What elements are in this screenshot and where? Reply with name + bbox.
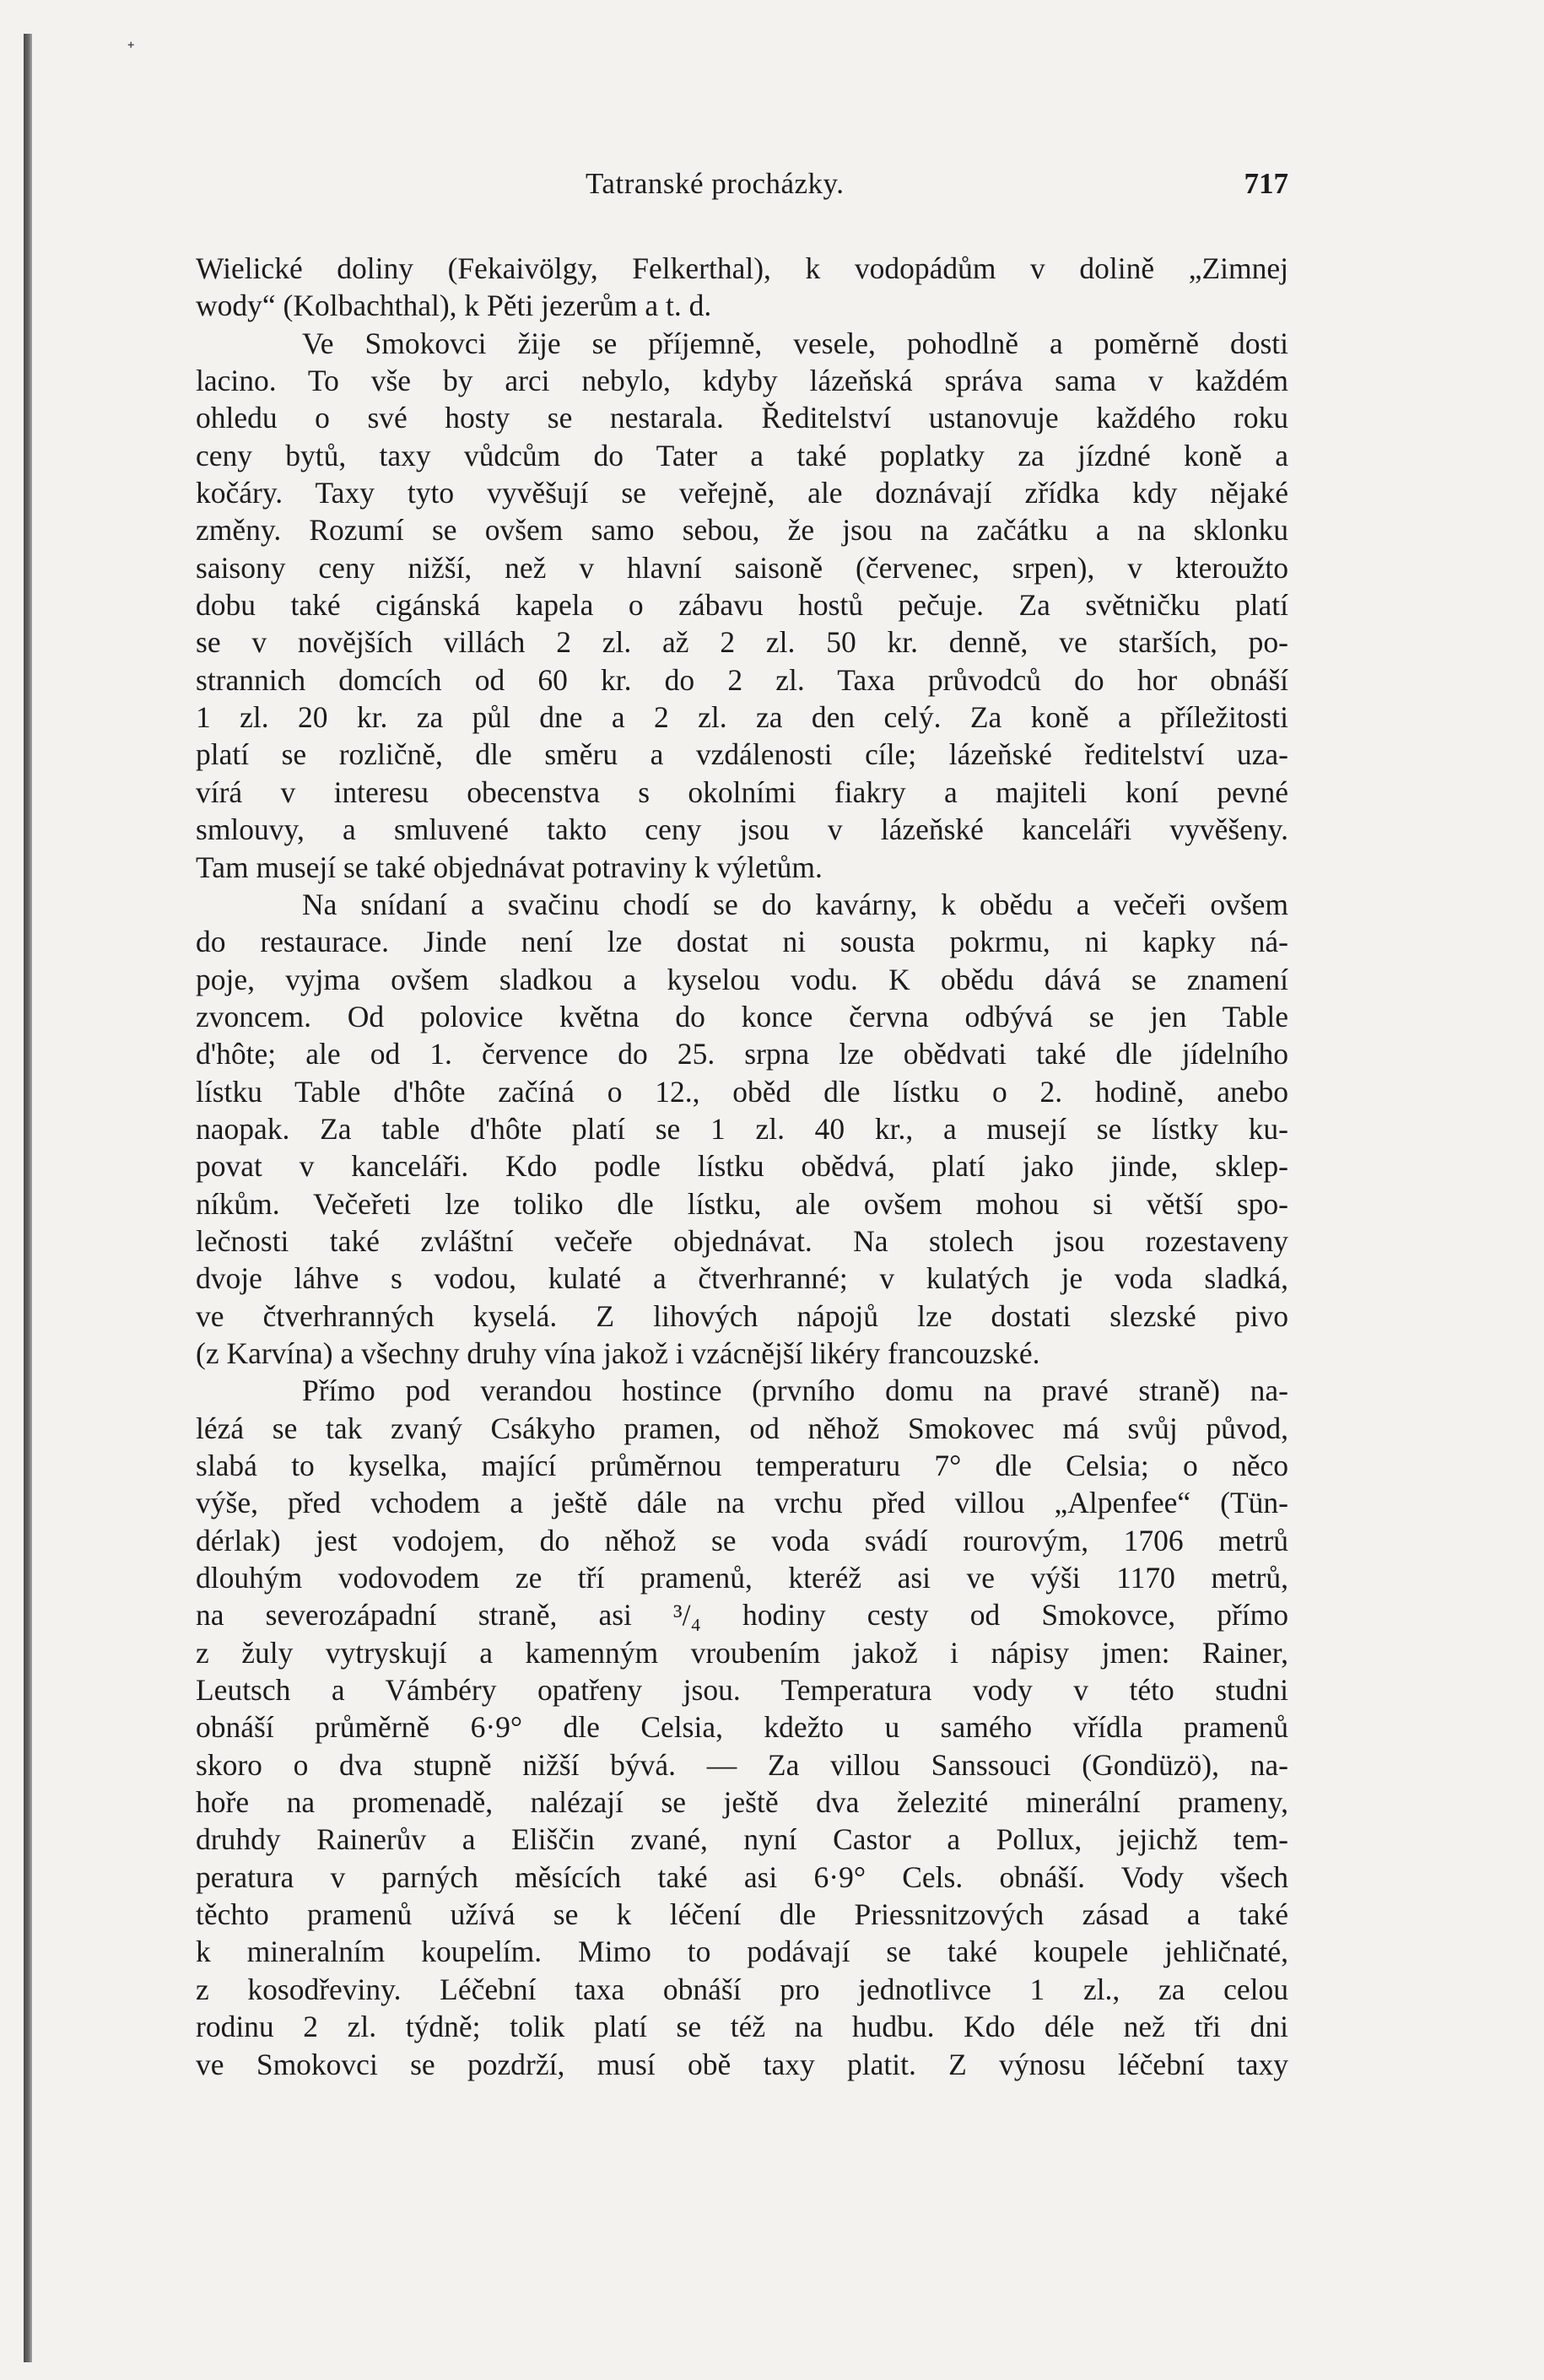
text-line: Wielické doliny (Fekaivölgy, Felkerthal), k vodopádům v dolině „Zimnej — [196, 251, 1288, 285]
text-line: strannich domcích od 60 kr. do 2 zl. Taxa průvodců do hor obnáší — [196, 662, 1288, 697]
text-line: platí se rozličně, dle směru a vzdálenosti cíle; lázeňské ředitelství uza- — [196, 737, 1288, 772]
text-line: z kosodřeviny. Léčební taxa obnáší pro jednotlivce 1 zl., za celou — [196, 1972, 1288, 2006]
text-line: hoře na promenadě, nalézají se ještě dva železité minerální prameny, — [196, 1785, 1288, 1820]
text-line: poje, vyjma ovšem sladkou a kyselou vodu. K obědu dává se znamení — [196, 962, 1288, 996]
book-binding-shadow — [24, 34, 32, 2362]
text-line: slabá to kyselka, mající průměrnou temperaturu 7° dle Celsia; o něco — [196, 1449, 1288, 1482]
body-text — [196, 250, 1288, 2083]
text-line: lečnosti také zvláštní večeře objednávat. Na stolech jsou rozestaveny — [196, 1223, 1288, 1258]
text-line: lacino. To vše by arci nebylo, kdyby lázeňská správa sama v každém — [196, 364, 1288, 398]
text-line: ve čtverhranných kyselá. Z lihových nápojů lze dostati slezské pivo — [196, 1298, 1288, 1333]
text-line: (z Karvína) a všechny druhy vína jakož i vzácnější likéry francouzské. — [196, 1336, 1040, 1370]
text-line: lézá se tak zvaný Csákyho pramen, od něhož Smokovec má svůj původ, — [196, 1411, 1288, 1445]
text-line: peratura v parných měsících také asi 6·9° Cels. obnáší. Vody všech — [196, 1859, 1288, 1894]
margin-mark: ᐩ — [127, 37, 136, 62]
text-line: do restaurace. Jinde není lze dostat ni sousta pokrmu, ni kapky ná- — [196, 925, 1288, 959]
text-line: se v novějších villách 2 zl. až 2 zl. 50 kr. denně, ve starších, po- — [196, 625, 1288, 660]
text-line: dlouhým vodovodem ze tří pramenů, kteréž asi ve výši 1170 metrů, — [196, 1561, 1288, 1595]
text-line: druhdy Rainerův a Eliščin zvané, nyní Castor a Pollux, jejichž tem- — [196, 1822, 1288, 1857]
text-line: kočáry. Taxy tyto vyvěšují se veřejně, ale doznávají zřídka kdy nějaké — [196, 476, 1288, 510]
text-line: d'hôte; ale od 1. července do 25. srpna lze obědvati také dle jídelního — [196, 1037, 1288, 1071]
text-line: Přímo pod verandou hostince (prvního domu na pravé straně) na- — [302, 1373, 1288, 1408]
text-line: dvoje láhve s vodou, kulaté a čtverhranné; v kulatých je voda sladká, — [196, 1261, 1288, 1296]
text-line: na severozápadní straně, asi ³/₄ hodiny cesty od Smokovce, přímo — [196, 1598, 1288, 1633]
text-line: skoro o dva stupně nižší bývá. — Za villou Sanssouci (Gondüzö), na- — [196, 1747, 1288, 1782]
running-title: Tatranské procházky. — [586, 167, 845, 200]
page-header — [196, 167, 1288, 211]
page-number: 717 — [1244, 167, 1288, 200]
text-line: těchto pramenů užívá se k léčení dle Priessnitzových zásad a také — [196, 1897, 1288, 1932]
text-line: vírá v interesu obecenstva s okolními fiakry a majiteli koní pevné — [196, 774, 1288, 809]
text-line: výše, před vchodem a ještě dále na vrchu před villou „Alpenfee“ (Tün- — [196, 1486, 1288, 1520]
text-line: lístku Table d'hôte začíná o 12., oběd dle lístku o 2. hodině, anebo — [196, 1074, 1288, 1109]
text-line: saisony ceny nižší, než v hlavní saisoně (červenec, srpen), v kteroužto — [196, 550, 1288, 585]
text-line: 1 zl. 20 kr. za půl dne a 2 zl. za den celý. Za koně a příležitosti — [196, 700, 1288, 735]
text-line: níkům. Večeřeti lze toliko dle lístku, ale ovšem mohou si větší spo- — [196, 1186, 1288, 1221]
text-line: obnáší průměrně 6·9° dle Celsia, kdežto u samého vřídla pramenů — [196, 1710, 1288, 1745]
text-line: naopak. Za table d'hôte platí se 1 zl. 40 kr., a musejí se lístky ku- — [196, 1111, 1288, 1146]
text-line: dérlak) jest vodojem, do něhož se voda svádí rourovým, 1706 metrů — [196, 1523, 1288, 1557]
text-line: ceny bytů, taxy vůdcům do Tater a také poplatky za jízdné koně a — [196, 438, 1288, 472]
text-line: Ve Smokovci žije se příjemně, vesele, pohodlně a poměrně dosti — [302, 326, 1288, 360]
text-line: z žuly vytryskují a kamenným vroubením jakož i nápisy jmen: Rainer, — [196, 1635, 1288, 1670]
text-line: ohledu o své hosty se nestarala. Ředitelství ustanovuje každého roku — [196, 401, 1288, 435]
text-line: wody“ (Kolbachthal), k Pěti jezerům a t. d. — [196, 289, 712, 323]
text-line: dobu také cigánská kapela o zábavu hostů pečuje. Za světničku platí — [196, 588, 1288, 623]
text-line: zvoncem. Od polovice května do konce června odbývá se jen Table — [196, 999, 1288, 1033]
text-line: smlouvy, a smluvené takto ceny jsou v lázeňské kanceláři vyvěšeny. — [196, 812, 1288, 847]
text-line: Leutsch a Vámbéry opatřeny jsou. Temperatura vody v této studni — [196, 1673, 1288, 1708]
text-line: ve Smokovci se pozdrží, musí obě taxy platit. Z výnosu léčební taxy — [196, 2047, 1288, 2081]
text-line: povat v kanceláři. Kdo podle lístku obědvá, platí jako jinde, sklep- — [196, 1149, 1288, 1184]
text-line: k mineralním koupelím. Mimo to podávají se také koupele jehličnaté, — [196, 1935, 1288, 1969]
text-line: rodinu 2 zl. týdně; tolik platí se též na hudbu. Kdo déle než tři dni — [196, 2010, 1288, 2044]
text-line: změny. Rozumí se ovšem samo sebou, že jsou na začátku a na sklonku — [196, 513, 1288, 548]
text-line: Na snídaní a svačinu chodí se do kavárny, k obědu a večeři ovšem — [302, 887, 1288, 921]
text-line: Tam musejí se také objednávat potraviny k výletům. — [196, 850, 823, 884]
